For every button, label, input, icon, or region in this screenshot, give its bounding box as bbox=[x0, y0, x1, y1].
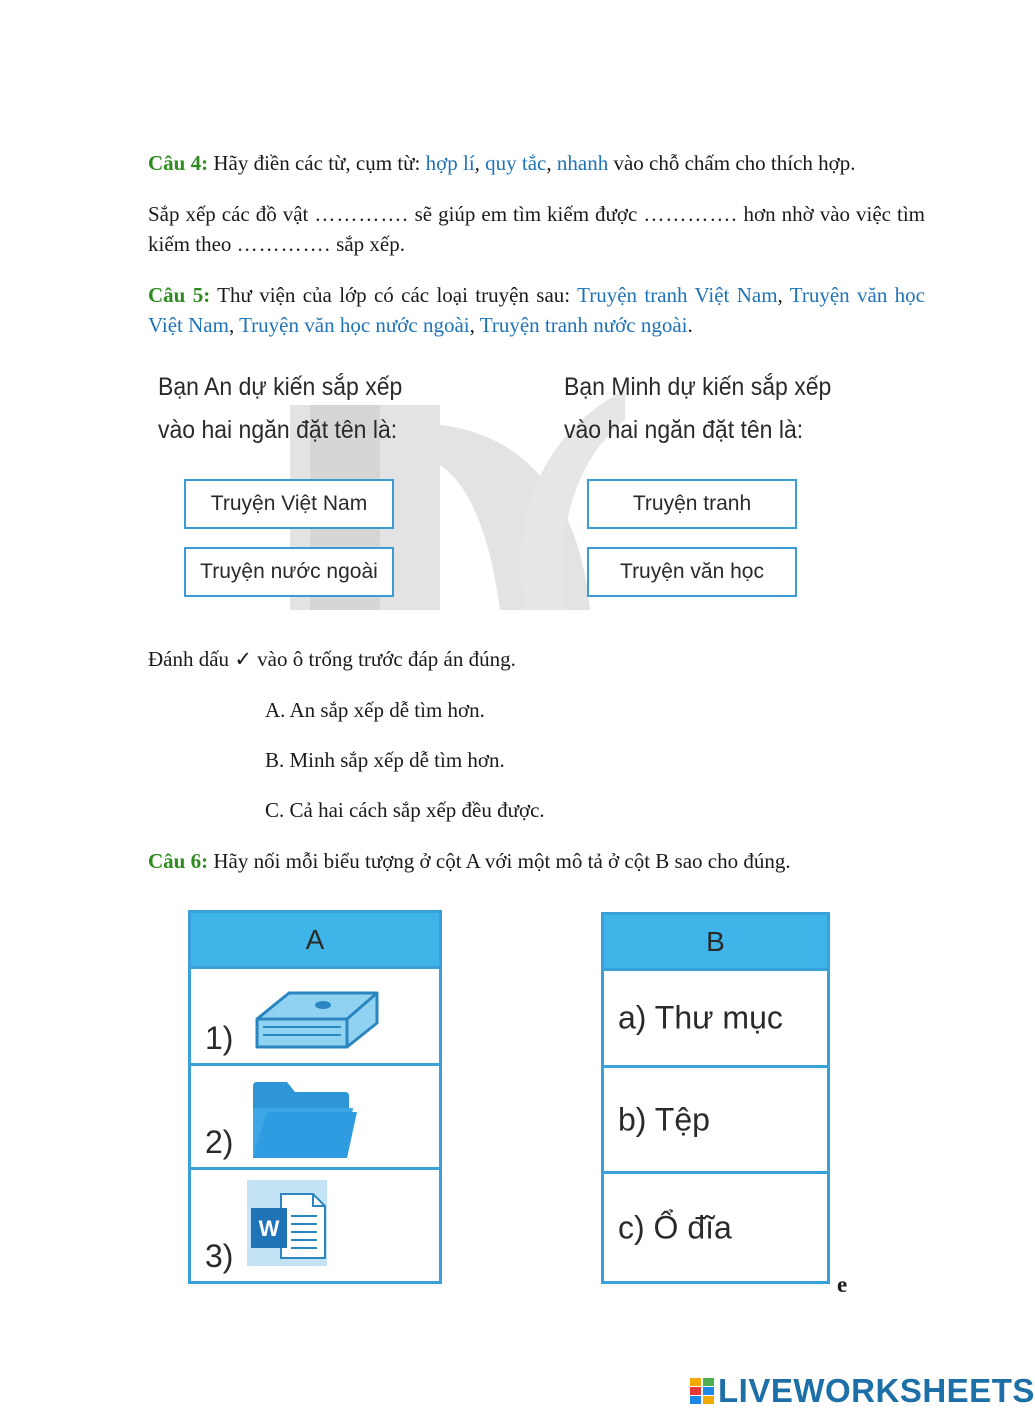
q6-label: Câu 6: bbox=[148, 849, 209, 873]
fill-blank[interactable]: …………. bbox=[314, 202, 409, 226]
story-type: Truyện tranh nước ngoài bbox=[479, 313, 688, 337]
column-b-row[interactable] bbox=[604, 1068, 827, 1174]
hard-drive-icon bbox=[249, 983, 379, 1051]
stray-mark: e bbox=[837, 1272, 848, 1297]
column-b-description: a) Thư mục bbox=[618, 999, 783, 1036]
story-type: Truyện văn học nước ngoài bbox=[239, 313, 470, 337]
column-a-row[interactable] bbox=[191, 1066, 439, 1170]
q6-prompt: Câu 6: Hãy nối mỗi biểu tượng ở cột A với một mô tả ở cột B sao cho đúng. bbox=[148, 849, 791, 873]
folder-icon bbox=[249, 1078, 359, 1162]
row-number: 2) bbox=[205, 1124, 234, 1160]
fill-blank[interactable]: …………. bbox=[643, 202, 738, 226]
shelf-label: Truyện nước ngoài bbox=[184, 547, 394, 597]
shelf-label: Truyện tranh bbox=[587, 479, 797, 529]
story-type: Truyện văn học Việt Nam bbox=[148, 283, 926, 337]
liveworksheets-logo[interactable] bbox=[690, 1373, 1035, 1409]
brand-name: LIVEWORKSHEETS bbox=[718, 1372, 1035, 1409]
column-b-description: b) Tệp bbox=[618, 1101, 710, 1137]
svg-text:W: W bbox=[258, 1216, 280, 1241]
column-b-table bbox=[601, 912, 830, 1284]
q4-sentence: Sắp xếp các đồ vật …………. sẽ giúp em tìm kiếm được …………. hơn nhờ vào việc tìm kiếm theo …………. sắp xếp. bbox=[148, 202, 925, 256]
q4-option: hợp lí bbox=[425, 151, 475, 175]
q5-label: Câu 5: bbox=[148, 283, 211, 307]
fill-blank[interactable]: …………. bbox=[236, 232, 331, 256]
an-plan-text: Bạn An dự kiến sắp xếp vào hai ngăn đặt tên là: bbox=[158, 373, 403, 444]
shelf-label: Truyện văn học bbox=[587, 547, 797, 597]
row-number: 1) bbox=[205, 1020, 234, 1056]
column-b-row[interactable] bbox=[604, 1174, 827, 1281]
word-file-icon bbox=[241, 1180, 331, 1270]
column-b-description: c) Ổ đĩa bbox=[618, 1209, 732, 1245]
column-b-header: B bbox=[604, 915, 827, 971]
column-b-row[interactable] bbox=[604, 971, 827, 1068]
answer-option-c[interactable]: C. Cả hai cách sắp xếp đều được. bbox=[265, 798, 545, 822]
liveworksheets-logo-icon bbox=[690, 1378, 714, 1404]
story-type: Truyện tranh Việt Nam bbox=[577, 283, 778, 307]
column-a-table bbox=[188, 910, 442, 1284]
column-a-row[interactable] bbox=[191, 969, 439, 1066]
q5-instruction: Đánh dấu ✓ vào ô trống trước đáp án đúng. bbox=[148, 647, 516, 671]
q4-option: nhanh bbox=[556, 151, 609, 175]
row-number: 3) bbox=[205, 1238, 234, 1274]
check-mark-icon: ✓ bbox=[234, 647, 252, 671]
minh-plan-text: Bạn Minh dự kiến sắp xếp vào hai ngăn đặt tên là: bbox=[564, 373, 832, 444]
q4-label: Câu 4: bbox=[148, 151, 209, 175]
q5-prompt: Câu 5: Thư viện của lớp có các loại truyện sau: Truyện tranh Việt Nam, Truyện văn học Việt Nam, Truyện văn học nước ngoài, Truyện tranh nước ngoài. bbox=[148, 283, 926, 337]
column-a-header: A bbox=[191, 913, 439, 969]
q4-prompt: Câu 4: Hãy điền các từ, cụm từ: hợp lí, quy tắc, nhanh vào chỗ chấm cho thích hợp. bbox=[148, 151, 856, 175]
column-a-row[interactable] bbox=[191, 1170, 439, 1281]
answer-option-b[interactable]: B. Minh sắp xếp dễ tìm hơn. bbox=[265, 748, 505, 772]
shelf-label: Truyện Việt Nam bbox=[184, 479, 394, 529]
answer-option-a[interactable]: A. An sắp xếp dễ tìm hơn. bbox=[265, 698, 485, 722]
q4-option: quy tắc bbox=[485, 151, 547, 175]
